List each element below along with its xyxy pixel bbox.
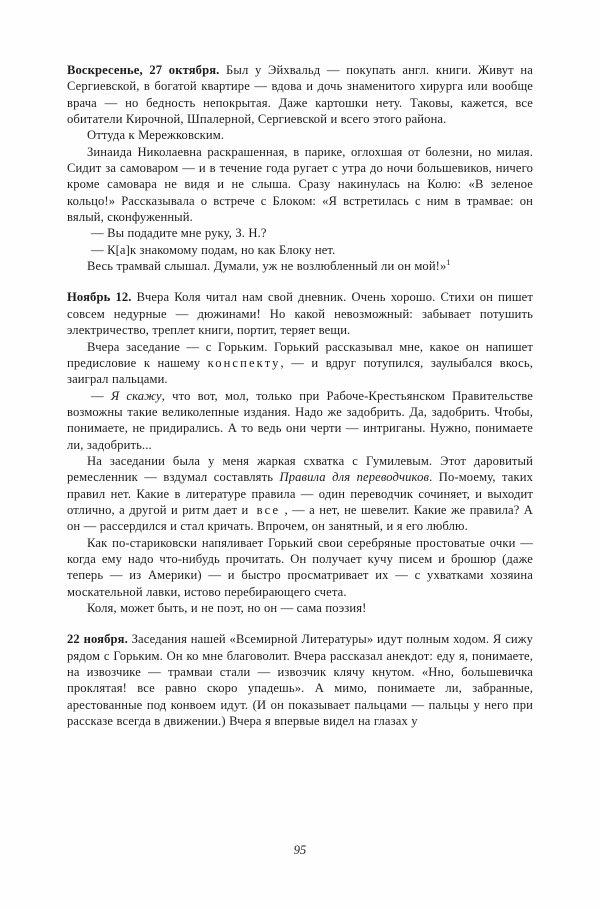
- entry-date-heading: Ноябрь 12.: [67, 290, 132, 305]
- dialogue-line: [67, 388, 533, 453]
- entry-first-paragraph: [67, 62, 533, 127]
- paragraph: [67, 453, 533, 535]
- paragraph: [67, 127, 533, 143]
- letter-spaced-emphasis: и все: [241, 502, 281, 517]
- dialogue-text: — К[а]к знакомому подам, но как Блоку нет.: [91, 242, 336, 257]
- dialogue-text: — Вы подадите мне руку, З. Н.?: [91, 226, 267, 241]
- diary-entry: [67, 62, 533, 274]
- paragraph-text: , — и вдруг потупился, заулыбался вкось, заиграл пальцами.: [67, 355, 533, 387]
- paragraph-text: На заседании была у меня жаркая схватка с Гумилевым. Этот даровитый ремесленник — вздумал составлять: [67, 453, 533, 485]
- letter-spaced-emphasis: конспекту: [207, 355, 281, 370]
- entry-date-heading: Воскресенье, 27 октября.: [67, 63, 220, 77]
- paragraph-text: Весь трамвай слышал. Думали, уж не возлюбленный ли он мой!»: [87, 259, 447, 274]
- paragraph: [67, 600, 533, 616]
- text-column: [67, 62, 533, 729]
- paragraph-text: . По-моему, таких правил нет. Какие в литературе правила — один переводчик сочиняет, и выходит отлично, а другой и ритм дает: [67, 470, 533, 517]
- dialogue-line: [67, 242, 533, 258]
- paragraph: [67, 339, 533, 388]
- italic-emphasis: Я скажу: [110, 388, 162, 403]
- entry-date-heading: 22 ноября.: [67, 632, 128, 647]
- paragraph-text: , — а нет, не шевелит. Какие же правила? А он — рассердился и стал кричать. Впрочем, он занятный, и я его люблю.: [67, 502, 533, 534]
- diary-entry: [67, 289, 533, 616]
- paragraph-text: Заседания нашей «Всемирной Литературы» идут полным ходом. Я сижу рядом с Горьким. Он ко мне благоволит. Вчера рассказал анекдот: еду я, понимаете, на извозчике — трамваи стали — извозчик клячу кнутом. «Нно, большевичка проклятая! все равно скоро упадешь». А мимо, понимаете ли, забранные, арестованные под конвоем идут. (И он показывает пальцами — пальцы у него при рассказе всегда в движении.) Вчера я впервые видел на глазах у: [67, 632, 533, 729]
- paragraph-text: Вчера заседание — с Горьким. Горький рассказывал мне, какое он напишет предисловие к нашему: [67, 339, 533, 370]
- entry-first-paragraph: [67, 289, 533, 338]
- dialogue-text: , что вот, мол, только при Рабоче-Крестьянском Правительстве возможны такие великолепные издания. Надо же задобрить. Да, задобрить. Чтобы, понимаете, не придирались. А то ведь они черти — интриганы. Нужно, понимаете ли, задобрить...: [67, 388, 533, 452]
- paragraph-text: Зинаида Николаевна раскрашенная, в парике, оглохшая от болезни, но милая. Сидит за самоваром — и в течение года ругает с утра до ночи большевиков, ничего кроме самовара не видя и не слыша. Сразу накинулась на Колю: «В зеленое кольцо!» Рассказывала о встрече с Блоком: «Я встретилась с ним в трамвае: он вялый, сконфуженный.: [67, 144, 533, 225]
- paragraph: [67, 535, 533, 600]
- entry-first-paragraph: [67, 631, 533, 729]
- paragraph-text: Коля, может быть, и не поэт, но он — сама поэзия!: [87, 601, 367, 615]
- dialogue-line: [67, 225, 533, 241]
- footnote-marker: 1: [446, 257, 451, 267]
- paragraph-text: Как по-стариковски напяливает Горький свои серебряные простоватые очки — когда ему надо что-нибудь прочитать. Он получает кучу писем и брошюр (даже теперь — из Америки) — и быстро просматривает их — с ухватками хозяина москательной лавки, истово перебирающего счета.: [67, 535, 533, 599]
- paragraph: [67, 258, 533, 274]
- paragraph-text: Вчера Коля читал нам свой дневник. Очень хорошо. Стихи он пишет совсем недурные — дюжинами! Но какой невозможный: забывает потушить электричество, треплет книги, портит, теряет вещи.: [67, 290, 533, 338]
- paragraph: [67, 144, 533, 226]
- paragraph-text: Оттуда к Мережковским.: [87, 128, 225, 143]
- paragraph-text: Был у Эйхвальд — покупать англ. книги. Живут на Сергиевской, в богатой квартире — вдова и дочь знаменитого хирурга или вообще врача — но бедность непокрытая. Даже картошки нету. Таковы, кажется, все обитатели Кирочной, Шпалерной, Сергиевской и всего этого района.: [67, 63, 533, 127]
- page-number: 95: [293, 843, 307, 857]
- italic-title: Правила для переводчиков: [279, 470, 430, 485]
- em-dash: —: [91, 388, 111, 403]
- diary-entry: [67, 631, 533, 729]
